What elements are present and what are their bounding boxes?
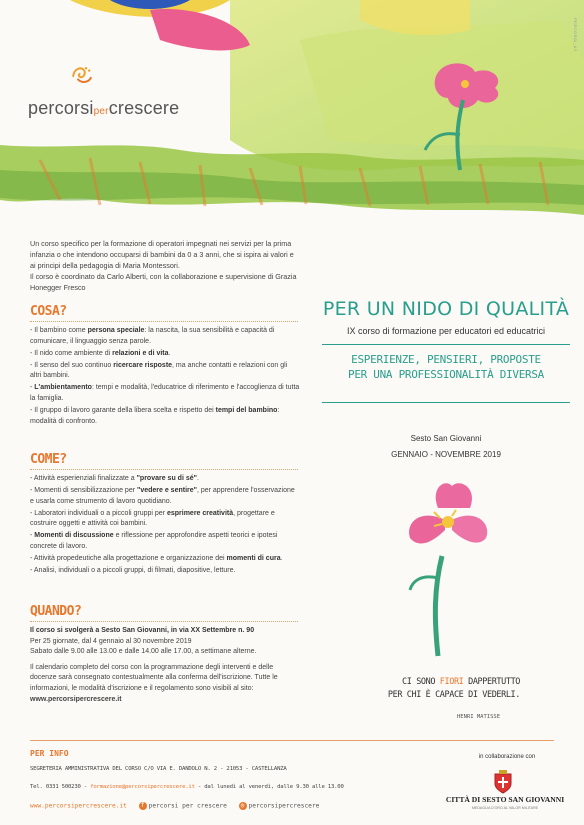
list-item: - Momenti di sensibilizzazione per "vedere e sentire", per apprendere l'osservazione e usarla come strumento di lavoro quotidiano.: [30, 487, 295, 505]
logo-part-per: per: [93, 106, 109, 117]
city-subtitle: MEDAGLIA D'ORO AL VALOR MILITARE: [471, 806, 539, 810]
logo-part-percorsi: percorsi: [28, 98, 94, 118]
venue-city: Sesto San Giovanni: [410, 434, 482, 443]
list-item: - Attività esperienziali finalizzate a "provare su di sé".: [30, 475, 199, 482]
course-period: GENNAIO - NOVEMBRE 2019: [391, 450, 501, 459]
website-footer-link[interactable]: www.percorsipercrescere.it: [30, 802, 127, 810]
footer-contacts: Tel. 0331 500230 - formazione@percorsipercrescere.it - dal lunedì al venerdì, dalle 9.30 alle 13.00: [30, 784, 344, 790]
intro-text: Un corso specifico per la formazione di operatori impegnati nei servizi per la prima infanzia o che intendono occuparsi di bambini da 0 a 3 anni, che si ispira ai valori e ai principi della pedagogia di Maria Montessori.: [30, 239, 294, 270]
teal-divider: [322, 344, 570, 345]
matisse-quote: [370, 676, 520, 702]
list-item: - Momenti di discussione e riflessione per approfondire aspetti teorici e ipotesi concrete di lavoro.: [30, 532, 278, 551]
website-link[interactable]: www.percorsipercrescere.it: [30, 695, 122, 703]
facebook-link[interactable]: percorsi per crescere: [148, 802, 227, 810]
quando-location: Il corso si svolgerà a Sesto San Giovanni, in via XX Settembre n. 90: [30, 627, 255, 634]
section-heading-quando: QUANDO?: [30, 604, 82, 619]
office-hours: dal lunedì al venerdì, dalle 9.30 alle 13.00: [204, 784, 344, 790]
logo-part-crescere: crescere: [108, 98, 180, 118]
cosa-list: [30, 326, 300, 429]
list-item: - L'ambientamento: tempi e modalità, l'educatrice di riferimento e l'accoglienza di tutta la famiglia.: [30, 384, 300, 403]
list-item: - Il senso del suo continuo ricercare risposte, ma anche contatti e relazioni con gli altri bambini.: [30, 361, 288, 380]
quando-info-paragraph: Il calendario completo del corso con la programmazione degli interventi e delle docenze sarà consegnato contestualmente alla conferma dell'iscrizione. Tutte le informazioni, le modalità d'iscrizione e il regolamento sono visibili al sito: www.percorsipercrescere.it: [30, 663, 278, 703]
list-item: - Il bambino come persona speciale: la nascita, la sua sensibilità e capacità di comunicare, il linguaggio senza parole.: [30, 327, 275, 345]
email-link[interactable]: formazione@percorsipercrescere.it: [90, 784, 195, 790]
tagline-line-2: PER UNA PROFESSIONALITÀ DIVERSA: [348, 368, 544, 381]
city-name: CITTÀ DI SESTO SAN GIOVANNI: [445, 795, 565, 804]
section-divider: [30, 321, 298, 322]
tagline-line-1: ESPERIENZE, PENSIERI, PROPOSTE: [351, 353, 541, 366]
social-links: [30, 802, 319, 810]
city-crest-icon: [492, 770, 514, 794]
teal-divider: [322, 402, 570, 403]
footer-address: SEGRETERIA AMMINISTRATIVA DEL CORSO C/O VIA E. DANDOLO N. 2 - 21053 - CASTELLANZA: [30, 766, 287, 772]
list-item: - Laboratori individuali o a piccoli gruppi per esprimere creatività, progettare e costruire oggetti e attività coi bambini.: [30, 509, 275, 528]
tagline: [318, 352, 574, 382]
footer-divider: [30, 740, 554, 741]
hands-logo-icon: [70, 52, 130, 98]
instagram-icon: ◎: [239, 802, 247, 810]
section-divider: [30, 621, 298, 622]
quote-author: HENRI MATISSE: [456, 714, 500, 720]
intro-text-2: Il corso è coordinato da Carlo Alberti, con la collaborazione e supervisione di Grazia Honegger Fresco: [30, 272, 297, 292]
quote-line-1: CI SONO FIORI DAPPERTUTTO: [402, 677, 520, 687]
facebook-icon: f: [139, 802, 147, 810]
course-title: PER UN NIDO DI QUALITÀ: [322, 298, 570, 320]
brand-logo-text: [28, 98, 179, 119]
footer-heading: PER INFO: [30, 749, 69, 758]
intro-paragraph: [30, 238, 298, 293]
quando-hours: Sabato dalle 9.00 alle 13.00 e dalle 14.00 alle 17.00, a settimane alterne.: [30, 648, 257, 656]
list-item: - Il nido come ambiente di relazioni e di vita.: [30, 349, 171, 357]
section-heading-come: COME?: [30, 452, 67, 467]
phone-number[interactable]: Tel. 0331 500230: [30, 784, 81, 790]
come-list: [30, 474, 300, 578]
section-heading-cosa: COSA?: [30, 304, 67, 319]
collaboration-label: in collaborazione con: [478, 754, 536, 760]
pink-flower-illustration: [390, 478, 500, 658]
instagram-link[interactable]: percorsipercrescere: [248, 802, 320, 810]
quando-block: [30, 626, 300, 705]
course-subtitle: IX corso di formazione per educatori ed educatrici: [346, 326, 546, 336]
list-item: - Il gruppo di lavoro garante della libera scelta e rispetto dei tempi del bambino: modalità di confronto.: [30, 407, 280, 425]
list-item: - Attività propedeutiche alla progettazione e organizzazione dei momenti di cura.: [30, 555, 283, 563]
list-item: - Analisi, individuali o a piccoli gruppi, di filmati, diapositive, letture.: [30, 567, 236, 575]
quote-line-2: PER CHI È CAPACE DI VEDERLI.: [387, 690, 520, 700]
section-divider: [30, 469, 298, 470]
print-code: PERCORSI_A3: [573, 18, 578, 52]
quando-dates: Per 25 giornate, dal 4 gennaio al 30 novembre 2019: [30, 637, 192, 645]
